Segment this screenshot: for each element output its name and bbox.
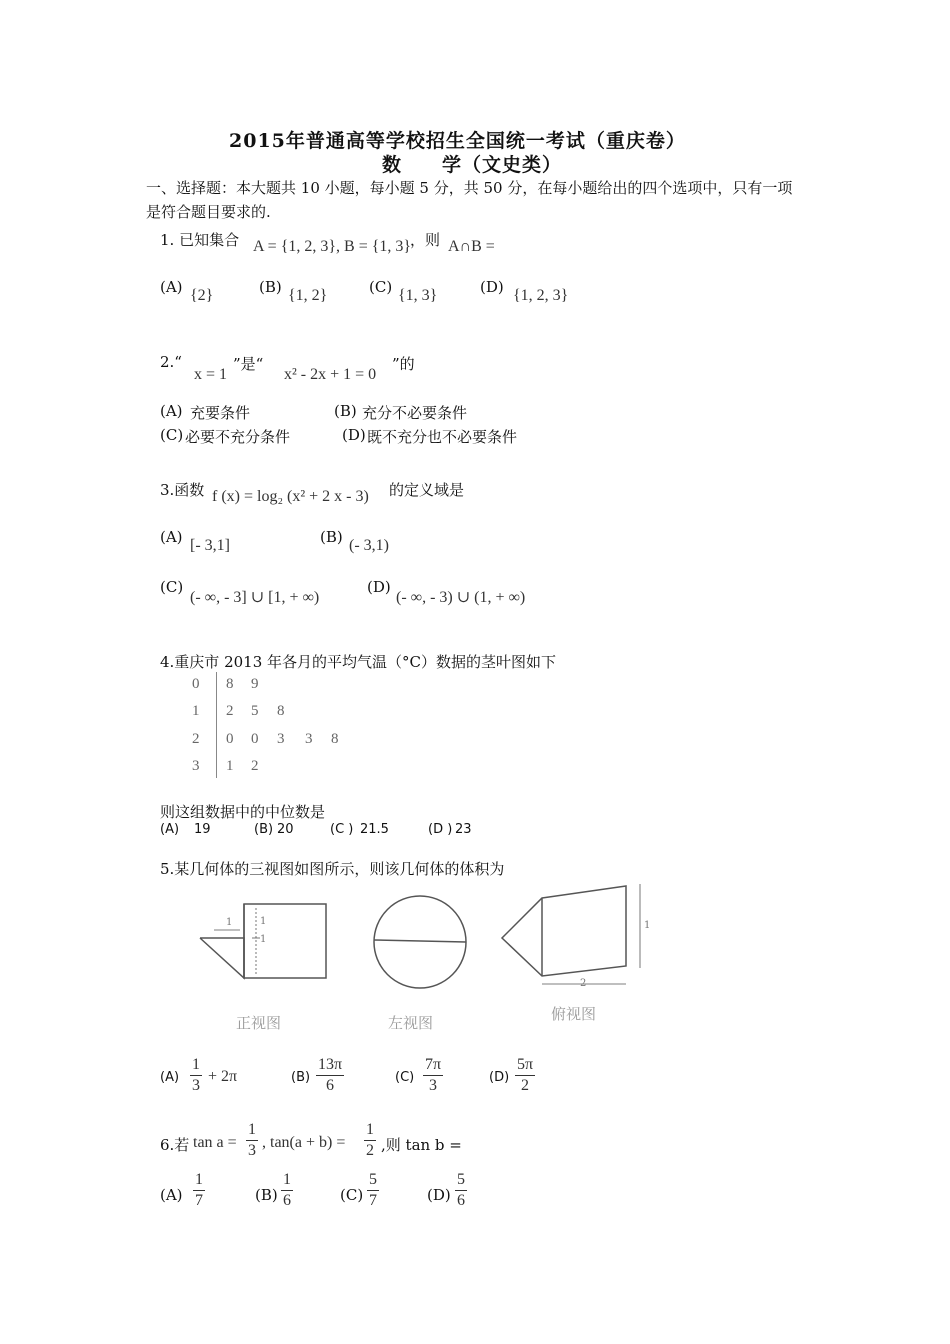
- fraction-denominator: 6: [283, 1192, 291, 1209]
- q5-option-b-fraction: [316, 1056, 344, 1095]
- q4-option-c-label: (C ): [330, 822, 354, 837]
- fraction-numerator: 5: [367, 1171, 379, 1191]
- fraction-numerator: 1: [364, 1121, 376, 1141]
- q3-tail: 的定义域是: [389, 481, 465, 499]
- q3-option-c-label: (C): [160, 578, 184, 596]
- q6-option-c-fraction: [367, 1171, 379, 1210]
- q1-option-c-label: (C): [369, 278, 393, 296]
- side-view-caption: 左视图: [388, 1014, 434, 1032]
- q6-option-a-label: (A): [160, 1186, 183, 1204]
- q5-option-a-fraction: [190, 1056, 202, 1095]
- q3-option-d-label: (D): [367, 578, 391, 596]
- q3-option-a-label: (A): [160, 528, 183, 546]
- fraction-denominator: 2: [521, 1077, 530, 1094]
- fraction-numerator: 5π: [515, 1056, 535, 1076]
- q5-option-a-suffix: + 2π: [208, 1068, 238, 1085]
- q6-tan-ab: , tan(a + b) =: [262, 1134, 346, 1151]
- stem-0: 0: [192, 676, 200, 692]
- q1-option-a: {2}: [190, 287, 214, 304]
- q4-option-d: 23: [455, 822, 472, 837]
- fraction-numerator: 1: [281, 1171, 293, 1191]
- q2-option-b-label: (B): [334, 402, 357, 420]
- fraction-denominator: 3: [248, 1142, 256, 1159]
- q1-option-b: {1, 2}: [288, 287, 328, 304]
- stem-1: 1: [192, 703, 200, 719]
- q6-option-c-label: (C): [340, 1186, 364, 1204]
- fraction-denominator: 2: [366, 1142, 374, 1159]
- leaf: 2: [226, 703, 234, 719]
- q6-option-b-label: (B): [255, 1186, 278, 1204]
- fraction-numerator: 5: [455, 1171, 467, 1191]
- leaf: 2: [251, 758, 259, 774]
- leaf: 0: [226, 731, 234, 747]
- q1-option-a-label: (A): [160, 278, 183, 296]
- section-intro: 一、选择题：本大题共 10 小题，每小题 5 分，共 50 分，在每小题给出的四个选项中，只有一项: [146, 179, 793, 197]
- front-dim-label: 1: [260, 934, 267, 945]
- fraction-denominator: 3: [429, 1077, 438, 1094]
- q6-tail: ,则 tan b =: [381, 1136, 462, 1154]
- q2-option-a: 充要条件: [190, 404, 251, 422]
- q3-option-b: (- 3,1): [349, 537, 389, 554]
- q2-option-c: 必要不充分条件: [185, 428, 291, 446]
- q5-option-d-fraction: [515, 1056, 535, 1095]
- q6-option-b-fraction: [281, 1171, 293, 1210]
- fraction-denominator: 6: [457, 1192, 465, 1209]
- fraction-denominator: 7: [369, 1192, 377, 1209]
- q2-lead: 2.“: [160, 353, 182, 371]
- q2-option-d-label: (D): [342, 426, 366, 444]
- leaf: 1: [226, 758, 234, 774]
- front-view-caption: 正视图: [236, 1014, 282, 1032]
- q4-option-c: 21.5: [360, 822, 389, 837]
- fraction-numerator: 7π: [423, 1056, 443, 1076]
- q3-option-d: (- ∞, - 3) ∪ (1, + ∞): [396, 589, 526, 606]
- q2-expr1: x = 1: [194, 366, 228, 383]
- q2-option-a-label: (A): [160, 402, 183, 420]
- q3-option-c: (- ∞, - 3] ∪ [1, + ∞): [190, 589, 320, 606]
- q6-fraction-1: [246, 1121, 258, 1160]
- q1-then: ，则: [410, 231, 441, 249]
- q3-expr: f (x) = log₂ (x² + 2 x - 3): [212, 488, 369, 505]
- q6-option-a-fraction: [193, 1171, 205, 1210]
- leaf: 0: [251, 731, 259, 747]
- leaf: 3: [277, 731, 285, 747]
- leaf: 3: [305, 731, 313, 747]
- q2-mid: ”是“: [233, 355, 264, 373]
- stem-2: 2: [192, 731, 200, 747]
- q2-option-c-label: (C): [160, 426, 184, 444]
- q5-option-d-label: (D): [489, 1070, 510, 1085]
- top-view: [502, 884, 640, 984]
- q4-question: 4.重庆市 2013 年各月的平均气温（°C）数据的茎叶图如下: [160, 653, 557, 671]
- q4-option-b-label: (B): [254, 822, 274, 837]
- fraction-numerator: 1: [190, 1056, 202, 1076]
- fraction-numerator: 1: [246, 1121, 258, 1141]
- q1-lead: 1. 已知集合: [160, 231, 240, 249]
- q4-option-b: 20: [277, 822, 294, 837]
- q6-lead: 6.若: [160, 1136, 190, 1154]
- leaf: 5: [251, 703, 259, 719]
- q1-option-b-label: (B): [259, 278, 282, 296]
- q4-option-a-label: (A): [160, 822, 180, 837]
- q5-option-c-fraction: [423, 1056, 443, 1095]
- front-dim-label: 1: [226, 917, 233, 928]
- q2-expr2: x² - 2x + 1 = 0: [284, 366, 377, 383]
- q2-option-d: 既不充分也不必要条件: [367, 428, 518, 446]
- q1-option-d-label: (D): [480, 278, 504, 296]
- q6-fraction-2: [364, 1121, 376, 1160]
- q1-option-d: {1, 2, 3}: [513, 287, 569, 304]
- q1-ask: A∩B =: [448, 238, 495, 255]
- top-dim-label: 2: [580, 978, 587, 989]
- q2-option-b: 充分不必要条件: [362, 404, 468, 422]
- q5-option-c-label: (C): [395, 1070, 415, 1085]
- q4-ask: 则这组数据中的中位数是: [160, 803, 326, 821]
- leaf: 8: [277, 703, 285, 719]
- fraction-denominator: 3: [192, 1077, 200, 1094]
- fraction-denominator: 6: [326, 1077, 335, 1094]
- q3-option-b-label: (B): [320, 528, 343, 546]
- q4-option-a: 19: [194, 822, 211, 837]
- q5-option-a-label: (A): [160, 1070, 180, 1085]
- q3-option-a: [- 3,1]: [190, 537, 230, 554]
- fraction-numerator: 1: [193, 1171, 205, 1191]
- leaf: 9: [251, 676, 259, 692]
- stem-3: 3: [192, 758, 200, 774]
- section-intro-cont: 是符合题目要求的.: [146, 203, 271, 221]
- q1-option-c: {1, 3}: [398, 287, 438, 304]
- leaf: 8: [331, 731, 339, 747]
- q5-option-b-label: (B): [291, 1070, 311, 1085]
- page-title: 2015年普通高等学校招生全国统一考试（重庆卷）: [229, 130, 686, 152]
- q6-option-d-fraction: [455, 1171, 467, 1210]
- q1-sets: A = {1, 2, 3}, B = {1, 3}: [253, 238, 412, 255]
- fraction-denominator: 7: [195, 1192, 203, 1209]
- stem-divider: [216, 672, 217, 778]
- q6-option-d-label: (D): [427, 1186, 451, 1204]
- side-view: [374, 896, 466, 988]
- q3-lead: 3.函数: [160, 481, 205, 499]
- leaf: 8: [226, 676, 234, 692]
- top-view-caption: 俯视图: [551, 1005, 597, 1023]
- q5-question: 5.某几何体的三视图如图所示，则该几何体的体积为: [160, 860, 505, 878]
- fraction-numerator: 13π: [316, 1056, 344, 1076]
- q4-option-d-label: (D ): [428, 822, 453, 837]
- top-dim-label: 1: [644, 920, 651, 931]
- page-subtitle: 数 学（文史类）: [382, 154, 563, 176]
- q2-tail: ”的: [392, 355, 415, 373]
- q6-tan-a: tan a =: [193, 1134, 237, 1151]
- front-dim-label: 1: [260, 916, 267, 927]
